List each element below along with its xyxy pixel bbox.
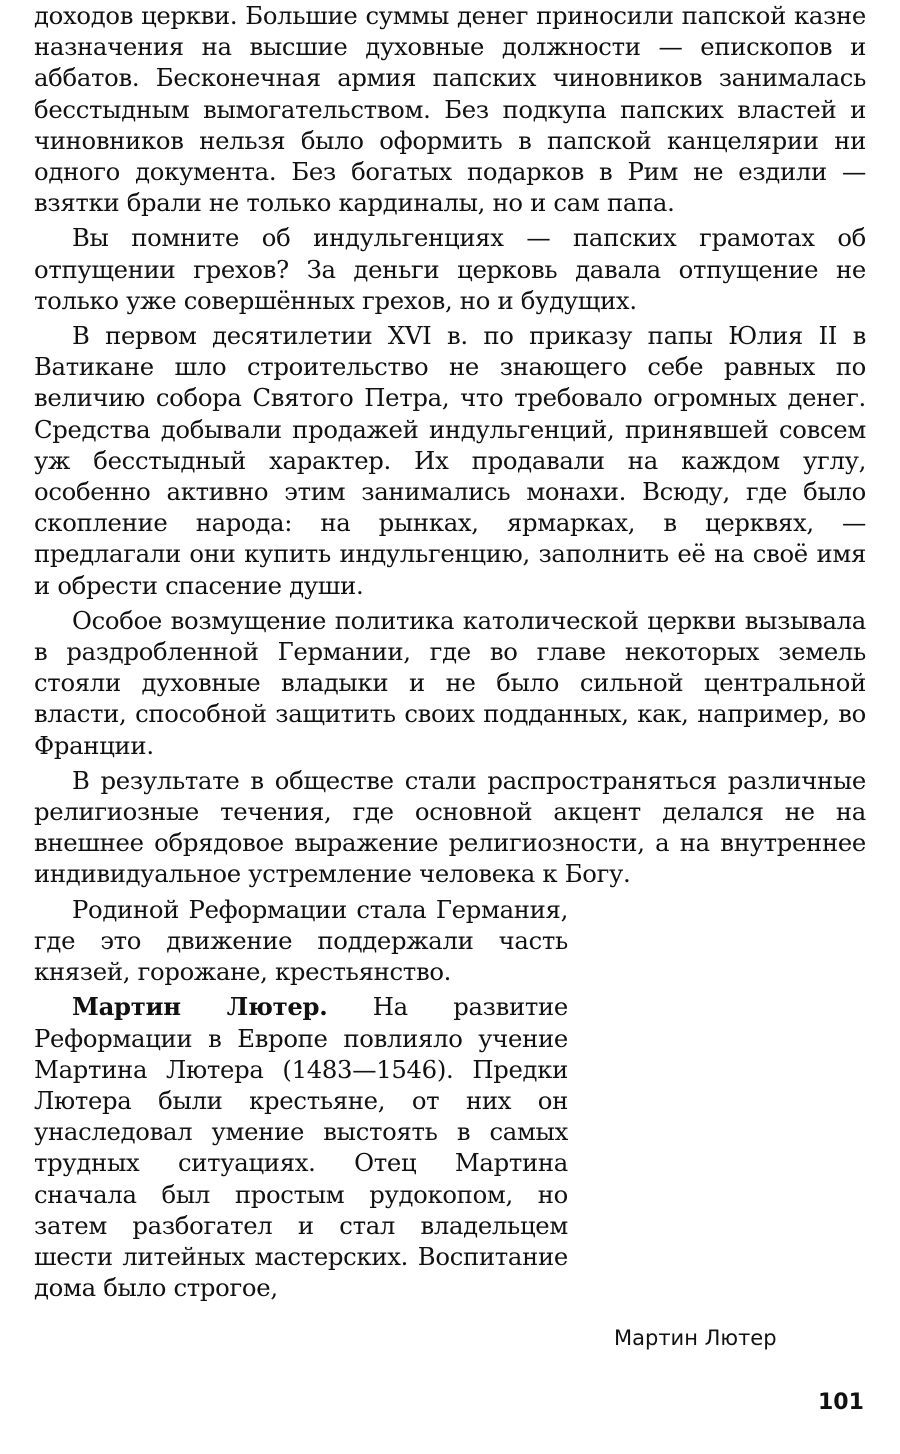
text-column-beside-figure [34, 894, 568, 1304]
figure-caption: Мартин Лютер [614, 1326, 777, 1350]
paragraph-3: В первом десятилетии XVI в. по приказу папы Юлия II в Ватикане шло строительство не знающего себе равных по величию собора Святого Петра, что требовало огромных денег. Средства добывали продажей индульгенций, принявшей совсем уж бесстыдный характер. Их продавали на каждом углу, особенно активно этим занимались монахи. Всюду, где было скопление народа: на рынках, ярмарках, в церквях, — предлагали они купить индульгенцию, заполнить её на своё имя и обрести спасение души. [34, 321, 866, 600]
paragraph-4: Особое возмущение политика католической церкви вызывала в раздробленной Германии, где во главе некоторых земель стояли духовные владыки и не было сильной центральной власти, способной защитить своих подданных, как, например, во Франции. [34, 605, 866, 760]
page-number: 101 [818, 1390, 864, 1415]
paragraph-1: доходов церкви. Большие суммы денег приносили папской казне назначения на высшие духовные должности — епископов и аббатов. Бесконечная армия папских чиновников занималась бесстыдным вымогательством. Без подкупа папских властей и чиновников нельзя было оформить в папской канцелярии ни одного документа. Без богатых подарков в Рим не ездили — взятки брали не только кардиналы, но и сам папа. [34, 1, 866, 218]
body-text [34, 0, 866, 1303]
paragraph-6: Родиной Реформации стала Германия, где это движение поддержали часть князей, горожане, крестьянство. [34, 894, 568, 987]
paragraph-7-text: На развитие Реформации в Европе повлияло учение Мартина Лютера (1483—1546). Предки Лютера были крестьяне, от них он унаследовал умение выстоять в самых трудных ситуациях. Отец Мартина сначала был простым рудокопом, но затем разбогател и стал владельцем шести литейных мастерских. Воспитание дома было строгое, [34, 992, 569, 1303]
paragraph-2: Вы помните об индульгенциях — папских грамотах об отпущении грехов? За деньги церковь давала отпущение не только уже совершённых грехов, но и будущих. [34, 223, 866, 315]
section-heading: Мартин Лютер. [72, 992, 328, 1022]
paragraph-7 [34, 991, 568, 1303]
paragraph-5: В результате в обществе стали распространяться различные религиозные течения, где основной акцент делался не на внешнее обрядовое выражение религиозности, а на внутреннее индивидуальное устремление человека к Богу. [34, 765, 866, 889]
